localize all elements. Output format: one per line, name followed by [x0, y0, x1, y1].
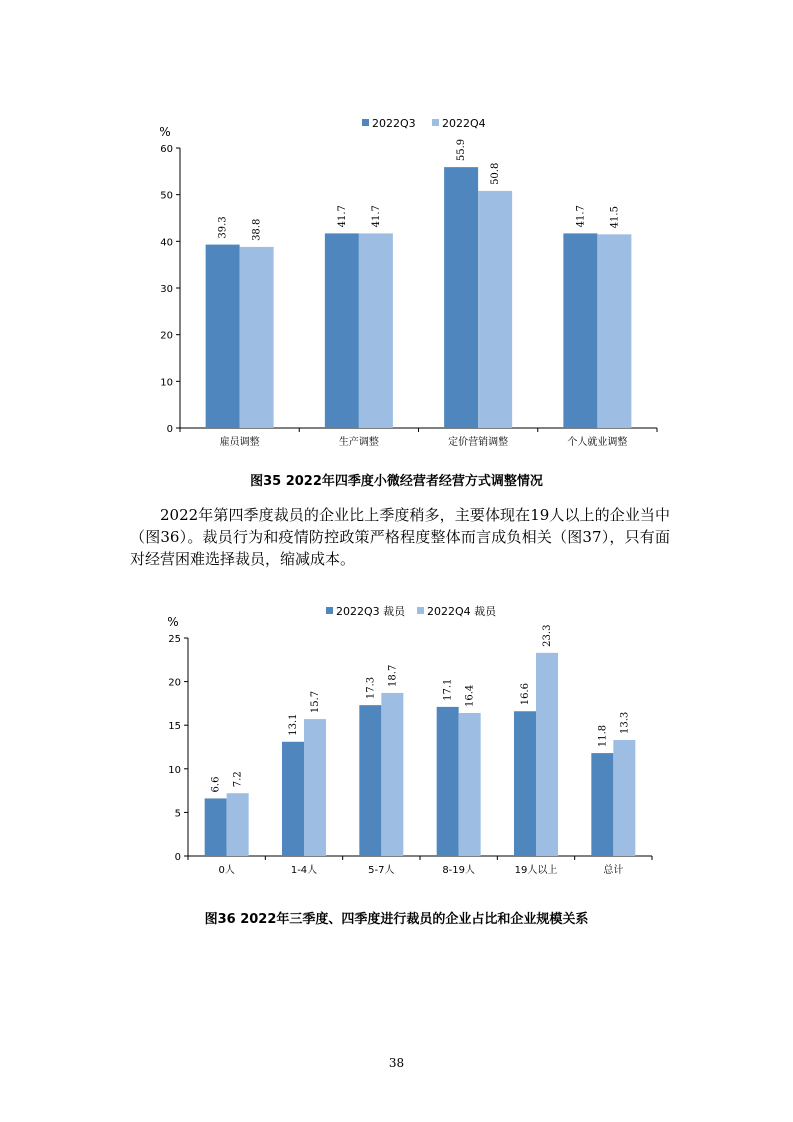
- chart-35-ytick-label-2: 20: [160, 330, 173, 342]
- chart-36-bar-s0-c4: [514, 711, 536, 856]
- body-paragraph: 2022年第四季度裁员的企业比上季度稍多，主要体现在19人以上的企业当中（图36）。裁员行为和疫情防控政策严格程度整体而言成负相关（图37），只有面对经营困难选择裁员，缩减成本。: [130, 506, 670, 568]
- chart-36-ytick-label-4: 20: [168, 677, 181, 689]
- chart-35-ytick-label-3: 30: [160, 284, 173, 295]
- chart-36-category-label-1: 1-4人: [290, 865, 318, 876]
- chart-36-legend-label-1: 2022Q4 裁员: [427, 605, 497, 618]
- chart-36-value-label-s1-c3: 16.4: [464, 684, 476, 707]
- chart-35-legend-label-0: 2022Q3: [372, 117, 416, 130]
- chart-35-ytick-label-6: 60: [160, 144, 173, 155]
- chart-35-value-label-s0-c1: 41.7: [336, 205, 348, 228]
- chart-36-value-label-s0-c3: 17.1: [442, 678, 454, 701]
- chart-36-value-label-s0-c4: 16.6: [520, 682, 531, 706]
- chart-36-category-label-0: 0人: [218, 865, 235, 876]
- chart-36-bar-s0-c5: [591, 753, 613, 856]
- page-number: 38: [388, 1056, 405, 1070]
- chart-36-value-label-s0-c2: 17.3: [365, 676, 377, 700]
- chart-36-value-label-s0-c5: 11.8: [597, 724, 609, 748]
- chart-35-bar-s1-c3: [597, 234, 631, 428]
- chart-36-bar-s1-c0: [227, 793, 249, 856]
- chart-35-ytick-label-5: 50: [160, 190, 173, 202]
- chart-35-value-label-s1-c0: 38.8: [251, 218, 263, 241]
- chart-35-bar-s0-c3: [563, 233, 597, 428]
- chart-36-value-label-s0-c1: 13.1: [288, 713, 299, 736]
- chart-35-legend-swatch-0: [362, 119, 369, 126]
- chart-36-value-label-s1-c1: 15.7: [310, 690, 321, 714]
- chart-36: [0, 598, 793, 888]
- chart-36-bar-s0-c3: [437, 707, 459, 856]
- chart-36-value-label-s1-c5: 13.3: [619, 711, 631, 735]
- chart-35-value-label-s0-c0: 39.3: [217, 216, 229, 239]
- chart-36-bar-s1-c4: [536, 653, 558, 856]
- chart-36-value-label-s0-c0: 6.6: [210, 776, 222, 793]
- chart-36-value-label-s1-c0: 7.2: [232, 771, 244, 788]
- chart-35-bar-s0-c1: [325, 233, 359, 428]
- chart-35-bar-s0-c0: [206, 245, 240, 428]
- chart-35: [0, 105, 793, 455]
- chart-35-value-label-s1-c2: 50.8: [490, 162, 502, 185]
- chart-36-bar-s0-c1: [282, 742, 304, 856]
- chart-36-bar-s1-c3: [459, 713, 481, 856]
- chart-35-category-label-3: 个人就业调整: [567, 437, 628, 448]
- chart-36-ytick-label-5: 25: [168, 634, 181, 645]
- chart-35-legend-label-1: 2022Q4: [442, 117, 486, 130]
- chart-36-caption: 图36 2022年三季度、四季度进行裁员的企业占比和企业规模关系: [204, 912, 589, 927]
- chart-36-ylabel: %: [167, 615, 179, 629]
- chart-36-ytick-label-3: 15: [168, 721, 181, 733]
- chart-36-bar-s1-c1: [304, 719, 326, 856]
- chart-35-ytick-label-4: 40: [160, 237, 173, 249]
- chart-35-bar-s0-c2: [444, 167, 478, 428]
- chart-35-value-label-s1-c1: 41.7: [370, 205, 382, 228]
- chart-35-ytick-label-1: 10: [160, 377, 173, 389]
- chart-35-caption: 图35 2022年四季度小微经营者经营方式调整情况: [250, 474, 543, 489]
- chart-35-bar-s1-c0: [240, 247, 274, 428]
- chart-36-bar-s1-c5: [613, 740, 635, 856]
- chart-35-value-label-s0-c3: 41.7: [575, 205, 587, 228]
- chart-35-category-label-0: 雇员调整: [219, 437, 260, 448]
- chart-36-legend-swatch-1: [417, 607, 424, 614]
- chart-35-bar-s1-c2: [478, 191, 512, 428]
- chart-36-value-label-s1-c2: 18.7: [387, 664, 399, 687]
- chart-36-bar-s0-c0: [205, 798, 227, 856]
- chart-35-ytick-label-0: 0: [166, 424, 173, 435]
- chart-36-value-label-s1-c4: 23.3: [542, 624, 553, 647]
- chart-36-legend-label-0: 2022Q3 裁员: [336, 605, 406, 618]
- chart-35-value-label-s0-c2: 55.9: [456, 138, 468, 162]
- chart-36-category-label-5: 总计: [603, 865, 624, 876]
- chart-36-bar-s0-c2: [359, 705, 381, 856]
- chart-36-category-label-2: 5-7人: [368, 865, 395, 876]
- chart-36-ytick-label-1: 5: [174, 808, 181, 820]
- chart-35-bar-s1-c1: [359, 233, 393, 428]
- chart-35-ylabel: %: [159, 125, 171, 139]
- chart-36-category-label-4: 19人以上: [514, 865, 558, 876]
- chart-35-category-label-2: 定价营销调整: [448, 437, 509, 448]
- chart-36-legend-swatch-0: [326, 607, 333, 614]
- chart-36-ytick-label-0: 0: [174, 852, 181, 863]
- chart-35-legend-swatch-1: [432, 119, 439, 126]
- chart-35-value-label-s1-c3: 41.5: [609, 206, 621, 229]
- chart-36-category-label-3: 8-19人: [442, 865, 476, 876]
- chart-36-ytick-label-2: 10: [168, 764, 181, 776]
- chart-35-category-label-1: 生产调整: [338, 437, 379, 448]
- chart-36-bar-s1-c2: [381, 693, 403, 856]
